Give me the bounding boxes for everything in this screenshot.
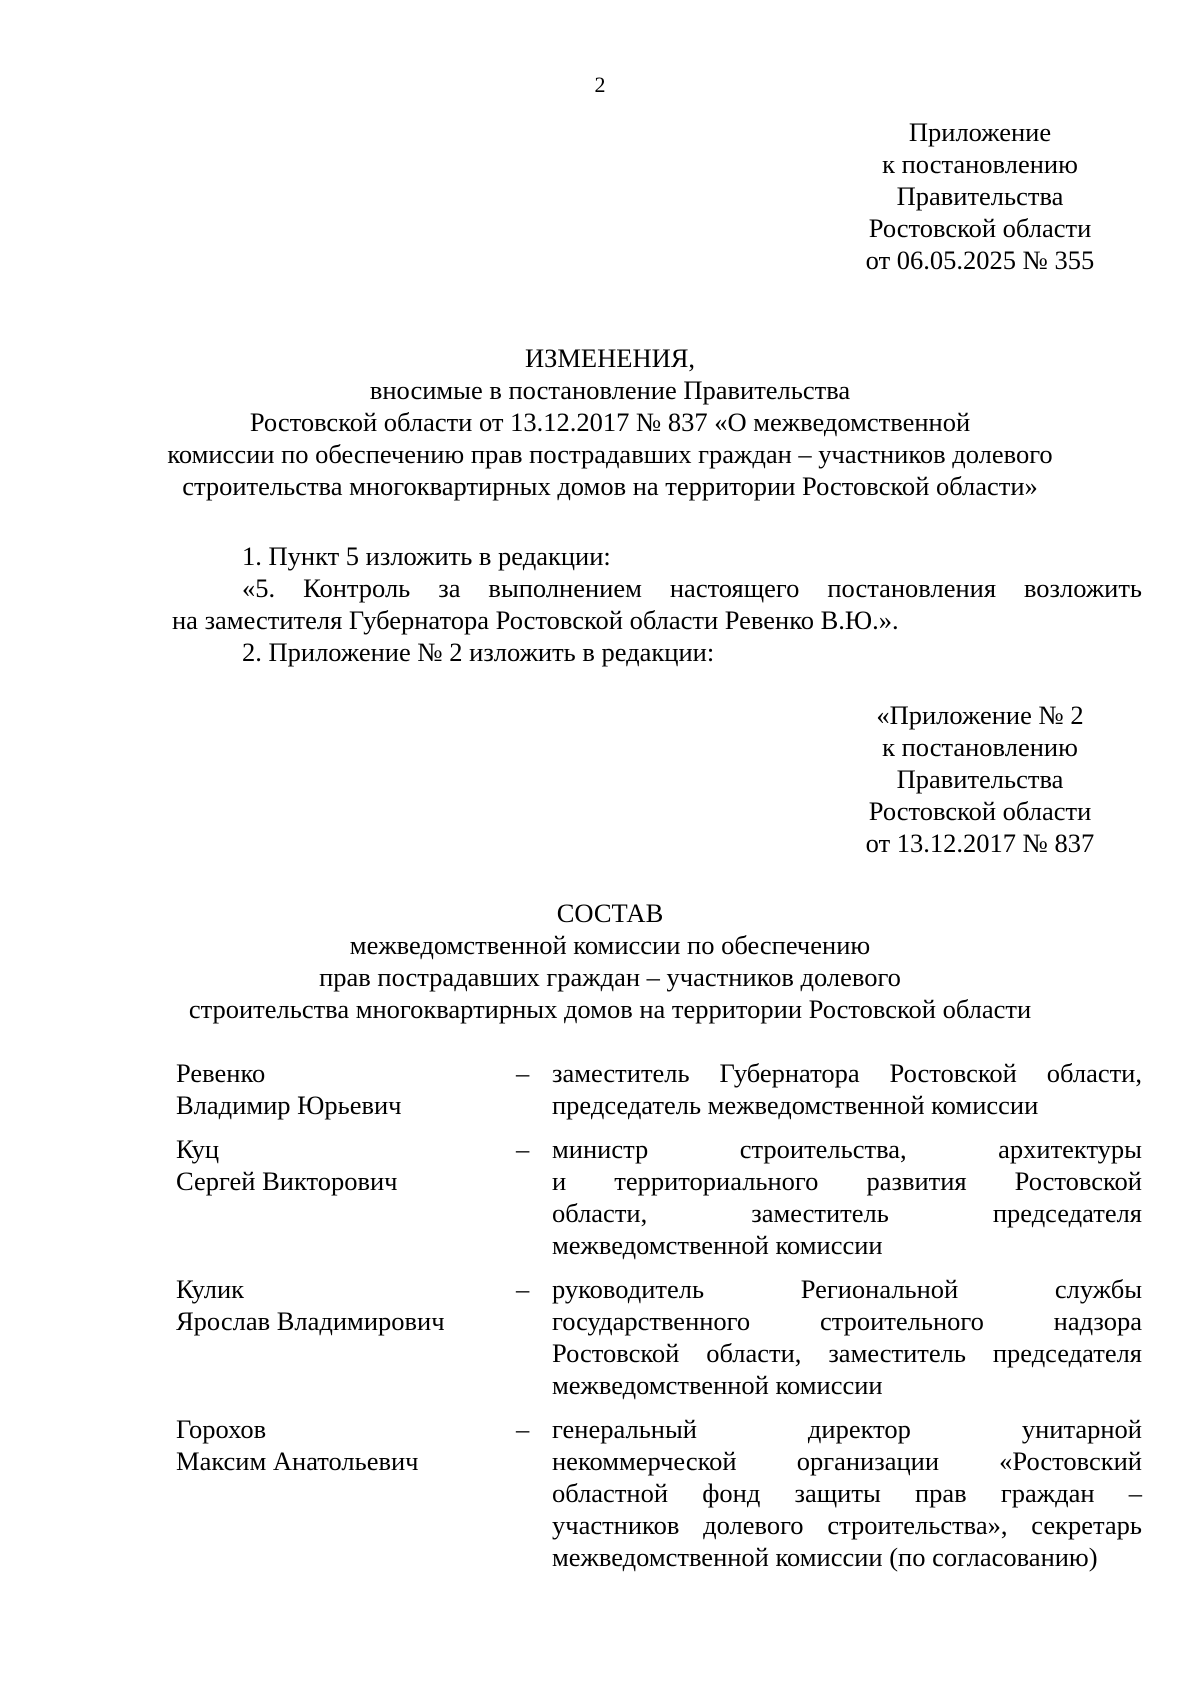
member-role-line: межведомственной комиссии (по согласованию) (552, 1542, 1098, 1572)
member-role-line: области, заместитель председателя (552, 1198, 1142, 1228)
changes-subtitle-line: Ростовской области от 13.12.2017 № 837 «О межведомственной (249, 407, 971, 437)
appendix-header-line: Правительства (896, 181, 1064, 211)
appendix-header-line: Приложение (908, 117, 1052, 147)
member-role-line: и территориального развития Ростовской (552, 1166, 1142, 1196)
member-name (176, 1413, 516, 1573)
member-role-line: некоммерческой организации «Ростовский (552, 1446, 1142, 1476)
page-number: 2 (594, 72, 606, 97)
member-name (176, 1057, 516, 1121)
appendix-2-header-line: Ростовской области (868, 796, 1092, 826)
changes-subtitle-line: вносимые в постановление Правительства (369, 375, 851, 405)
member-surname: Куц (176, 1134, 220, 1164)
item-2: 2. Приложение № 2 изложить в редакции: (242, 637, 715, 667)
member-row (176, 1057, 1142, 1121)
member-dash: – (516, 1134, 530, 1164)
body-text (172, 540, 1142, 668)
appendix-header-line: от 06.05.2025 № 355 (865, 245, 1095, 275)
member-dash: – (516, 1274, 530, 1304)
appendix-2-header (830, 699, 1130, 859)
member-role-line: участников долевого строительства», секретарь (552, 1510, 1142, 1540)
member-dash: – (516, 1058, 530, 1088)
member-given-names: Ярослав Владимирович (176, 1306, 445, 1336)
composition-title (150, 897, 1070, 1025)
appendix-header-line: к постановлению (882, 149, 1078, 179)
member-role-line: государственного строительного надзора (552, 1306, 1142, 1336)
member-surname: Ревенко (176, 1058, 266, 1088)
member-row (176, 1413, 1142, 1573)
appendix-2-header-line: Правительства (896, 764, 1064, 794)
appendix-header (830, 116, 1130, 276)
changes-subtitle-line: комиссии по обеспечению прав пострадавших граждан – участников долевого (167, 439, 1053, 469)
composition-subtitle-line: прав пострадавших граждан – участников долевого (319, 962, 901, 992)
appendix-2-header-line: от 13.12.2017 № 837 (865, 828, 1095, 858)
item-1-quote-line: на заместителя Губернатора Ростовской области Ревенко В.Ю.». (172, 605, 899, 635)
member-name (176, 1273, 516, 1401)
member-role-line: министр строительства, архитектуры (552, 1134, 1142, 1164)
member-role (552, 1133, 1142, 1261)
member-surname: Горохов (176, 1414, 267, 1444)
commission-members-list (176, 1057, 1142, 1585)
item-1-quote-line: «5. Контроль за выполнением настоящего постановления возложить (242, 573, 1142, 603)
member-given-names: Владимир Юрьевич (176, 1090, 402, 1120)
item-1: 1. Пункт 5 изложить в редакции: (242, 541, 611, 571)
member-dash: – (516, 1414, 530, 1444)
member-given-names: Максим Анатольевич (176, 1446, 419, 1476)
member-role-line: генеральный директор унитарной (552, 1414, 1142, 1444)
composition-subtitle-line: межведомственной комиссии по обеспечению (349, 930, 871, 960)
member-role-line: межведомственной комиссии (552, 1230, 883, 1260)
appendix-2-header-line: «Приложение № 2 (876, 700, 1084, 730)
member-row (176, 1133, 1142, 1261)
member-role (552, 1413, 1142, 1573)
appendix-header-line: Ростовской области (868, 213, 1092, 243)
member-role-line: председатель межведомственной комиссии (552, 1090, 1039, 1120)
appendix-2-header-line: к постановлению (882, 732, 1078, 762)
member-role-line: руководитель Региональной службы (552, 1274, 1142, 1304)
member-role (552, 1273, 1142, 1401)
member-name (176, 1133, 516, 1261)
composition-subtitle-line: строительства многоквартирных домов на территории Ростовской области (188, 994, 1032, 1024)
member-role-line: областной фонд защиты прав граждан – (552, 1478, 1142, 1508)
member-surname: Кулик (176, 1274, 245, 1304)
changes-heading: ИЗМЕНЕНИЯ, (524, 343, 696, 373)
member-given-names: Сергей Викторович (176, 1166, 398, 1196)
composition-heading: СОСТАВ (556, 898, 664, 928)
member-row (176, 1273, 1142, 1401)
member-role-line: заместитель Губернатора Ростовской области, (552, 1058, 1142, 1088)
member-role (552, 1057, 1142, 1121)
changes-subtitle-line: строительства многоквартирных домов на территории Ростовской области» (182, 471, 1038, 501)
member-role-line: межведомственной комиссии (552, 1370, 883, 1400)
changes-title (150, 342, 1070, 502)
member-role-line: Ростовской области, заместитель председателя (552, 1338, 1142, 1368)
